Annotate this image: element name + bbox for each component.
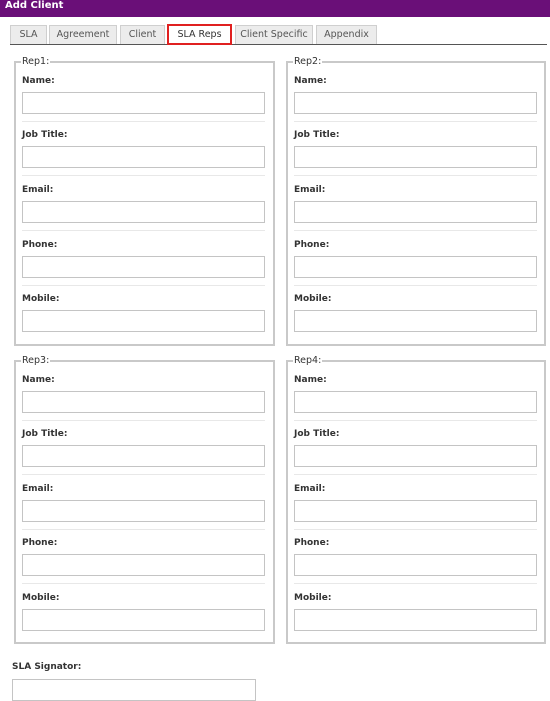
rep3-legend: Rep3: [22,355,50,366]
rep1-email-label: Email: [22,185,54,195]
field-separator [22,420,265,421]
rep2-fieldset [286,56,546,346]
field-separator [294,529,537,530]
rep3-name-label: Name: [22,375,55,385]
rep4-mobile-label: Mobile: [294,593,332,603]
sla-signator-input[interactable] [12,679,256,701]
rep4-name-label: Name: [294,375,327,385]
rep1-name-label: Name: [22,76,55,86]
rep3-name-input[interactable] [22,391,265,413]
rep2-name-input[interactable] [294,92,537,114]
tab-client[interactable]: Client [120,25,165,44]
rep2-phone-label: Phone: [294,240,330,250]
rep4-job-title-label: Job Title: [294,429,340,439]
rep3-phone-input[interactable] [22,554,265,576]
field-separator [22,583,265,584]
rep4-name-input[interactable] [294,391,537,413]
rep4-legend: Rep4: [294,355,322,366]
rep2-name-label: Name: [294,76,327,86]
rep2-legend: Rep2: [294,56,322,67]
window-title-bar [0,0,550,17]
rep4-fieldset [286,355,546,644]
tab-sla-reps[interactable]: SLA Reps [167,24,232,45]
rep4-email-input[interactable] [294,500,537,522]
rep3-email-label: Email: [22,484,54,494]
rep1-phone-input[interactable] [22,256,265,278]
field-separator [294,474,537,475]
tab-appendix[interactable]: Appendix [316,25,377,44]
rep1-phone-label: Phone: [22,240,58,250]
field-separator [294,420,537,421]
field-separator [294,121,537,122]
rep4-email-label: Email: [294,484,326,494]
rep3-email-input[interactable] [22,500,265,522]
tab-bar [0,17,550,46]
rep4-mobile-input[interactable] [294,609,537,631]
rep1-job-title-label: Job Title: [22,130,68,140]
rep1-legend: Rep1: [22,56,50,67]
rep3-job-title-input[interactable] [22,445,265,467]
rep2-mobile-input[interactable] [294,310,537,332]
rep3-fieldset [14,355,275,644]
rep4-job-title-input[interactable] [294,445,537,467]
field-separator [294,230,537,231]
rep2-job-title-input[interactable] [294,146,537,168]
field-separator [294,285,537,286]
field-separator [22,121,265,122]
field-separator [22,529,265,530]
rep2-phone-input[interactable] [294,256,537,278]
tab-agreement[interactable]: Agreement [49,25,117,44]
field-separator [22,230,265,231]
field-separator [22,285,265,286]
rep1-mobile-input[interactable] [22,310,265,332]
tab-client-specific[interactable]: Client Specific [235,25,313,44]
field-separator [22,175,265,176]
tab-sla[interactable]: SLA [10,25,47,44]
rep3-job-title-label: Job Title: [22,429,68,439]
field-separator [22,474,265,475]
sla-signator-label: SLA Signator: [12,662,82,672]
rep1-mobile-label: Mobile: [22,294,60,304]
rep1-job-title-input[interactable] [22,146,265,168]
rep4-phone-input[interactable] [294,554,537,576]
rep3-mobile-label: Mobile: [22,593,60,603]
rep3-phone-label: Phone: [22,538,58,548]
rep3-mobile-input[interactable] [22,609,265,631]
window-title: Add Client [5,0,64,11]
field-separator [294,583,537,584]
rep1-name-input[interactable] [22,92,265,114]
rep4-phone-label: Phone: [294,538,330,548]
field-separator [294,175,537,176]
rep2-mobile-label: Mobile: [294,294,332,304]
rep1-fieldset [14,56,275,346]
rep2-email-input[interactable] [294,201,537,223]
rep2-job-title-label: Job Title: [294,130,340,140]
tab-baseline [10,44,547,45]
rep1-email-input[interactable] [22,201,265,223]
rep2-email-label: Email: [294,185,326,195]
